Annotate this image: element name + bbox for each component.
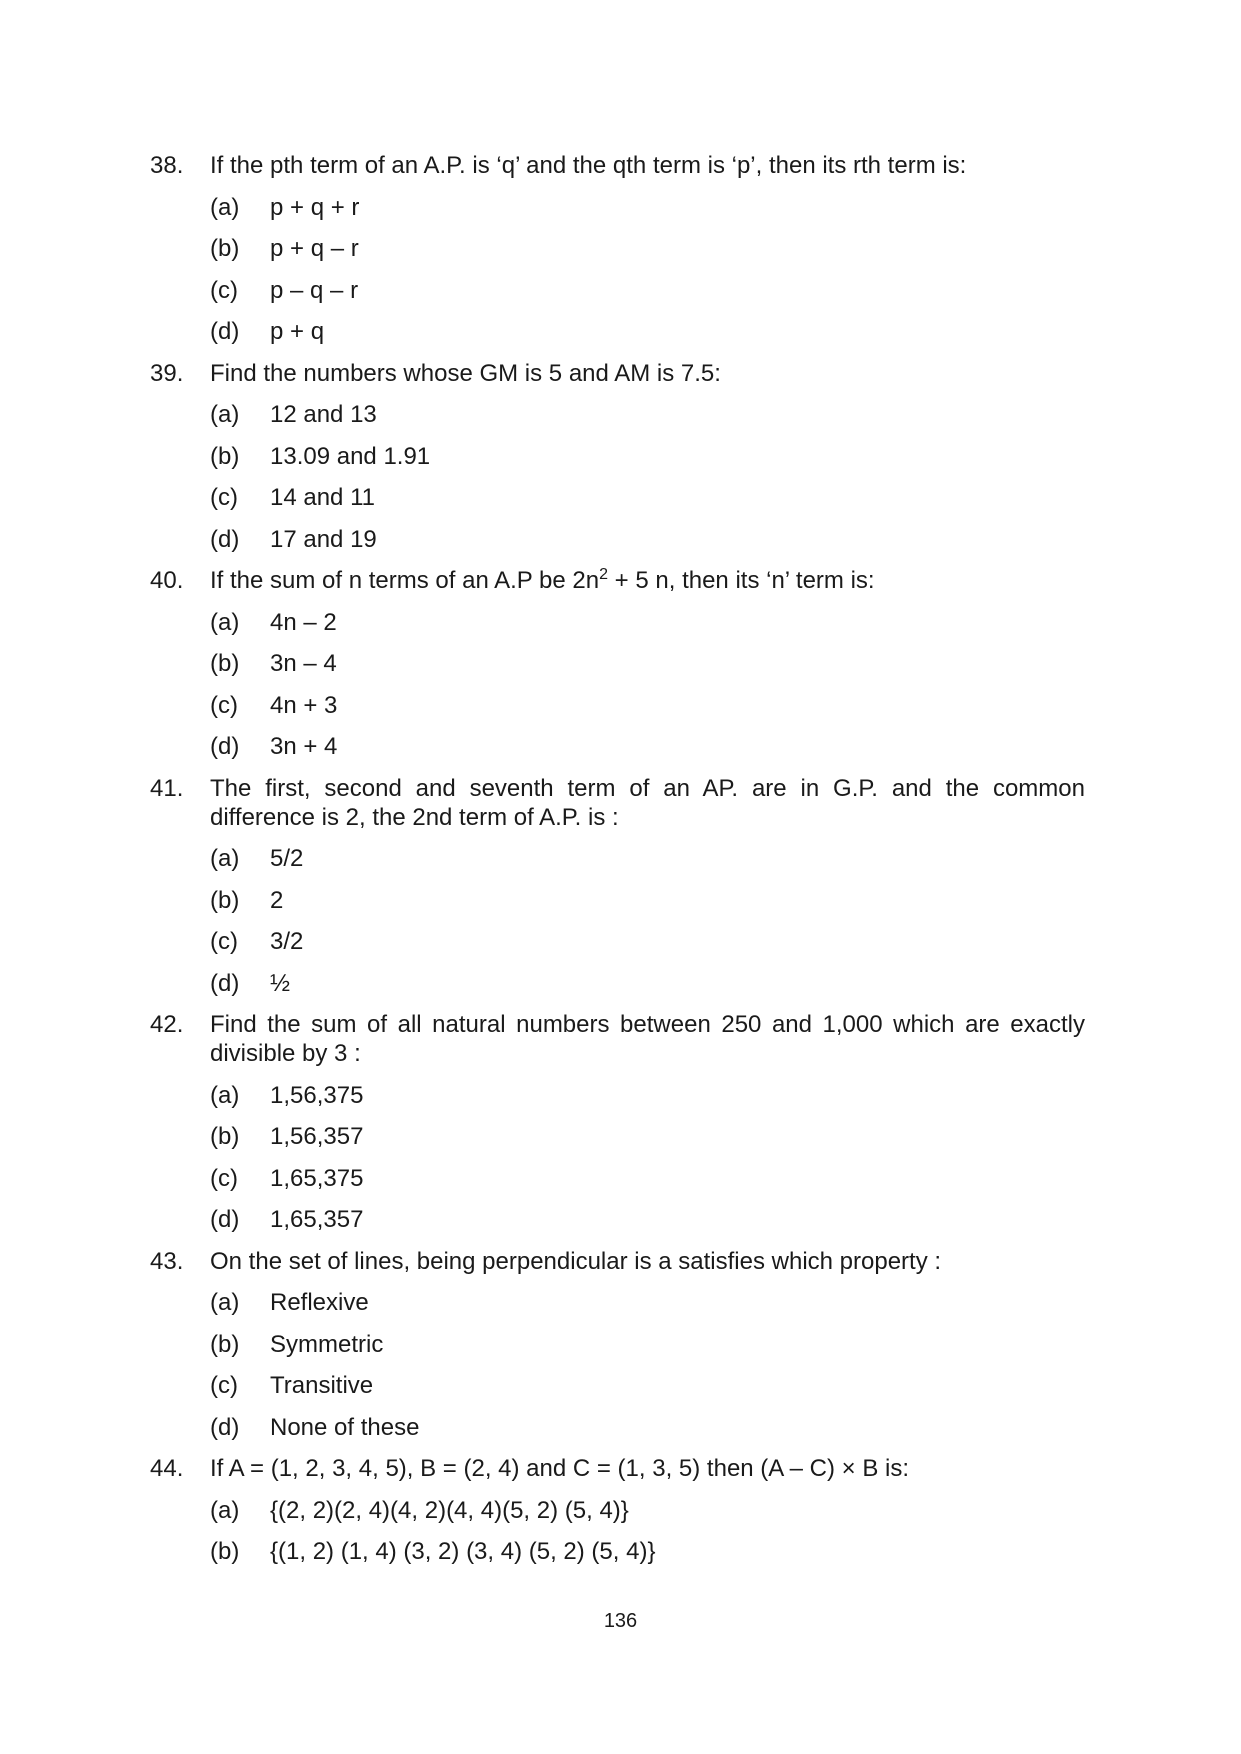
option-text: {(1, 2) (1, 4) (3, 2) (3, 4) (5, 2) (5, 4)}: [270, 1538, 656, 1565]
option-label: (b): [210, 1538, 240, 1565]
page-number: 136: [603, 1610, 638, 1632]
question-text: On the set of lines, being perpendicular is a satisfies which property :: [210, 1247, 942, 1275]
option-text: 3n – 4: [270, 650, 337, 677]
option-text: p + q + r: [270, 193, 360, 221]
option-label: (a): [210, 401, 240, 428]
question-list: [150, 151, 1085, 1566]
option-text: p – q – r: [270, 276, 359, 304]
option-text: Transitive: [270, 1372, 374, 1399]
option-b: [210, 1330, 1085, 1359]
question-40: [150, 566, 1085, 761]
option-label: (b): [210, 235, 240, 262]
option-label: (b): [210, 650, 240, 677]
option-a: [210, 400, 1085, 429]
option-text: ½: [270, 969, 291, 997]
option-d: [210, 317, 1085, 346]
option-a: [210, 1496, 1085, 1525]
option-text: 1,56,357: [270, 1123, 364, 1150]
option-text: 1,65,357: [270, 1206, 364, 1233]
option-label: (a): [210, 1081, 240, 1109]
option-text: Reflexive: [270, 1289, 369, 1316]
option-d: [210, 1413, 1085, 1442]
option-c: [210, 1164, 1085, 1193]
option-text: 17 and 19: [270, 525, 377, 553]
option-text: 1,65,375: [270, 1164, 364, 1192]
option-b: [210, 1537, 1085, 1566]
option-label: (d): [210, 733, 240, 760]
question-number: 42.: [150, 1011, 184, 1038]
option-b: [210, 234, 1085, 263]
option-c: [210, 691, 1085, 720]
option-a: [210, 1288, 1085, 1317]
question-number: 43.: [150, 1247, 184, 1275]
option-b: [210, 1122, 1085, 1151]
question-43: [150, 1247, 1085, 1442]
option-label: (c): [210, 928, 238, 955]
option-b: [210, 886, 1085, 915]
option-label: (a): [210, 1496, 240, 1524]
option-text: None of these: [270, 1413, 420, 1441]
option-text: 13.09 and 1.91: [270, 442, 431, 470]
option-label: (d): [210, 318, 240, 345]
option-label: (d): [210, 969, 240, 997]
question-42: [150, 1010, 1085, 1234]
option-text: 4n + 3: [270, 691, 338, 719]
option-c: [210, 927, 1085, 956]
option-label: (a): [210, 1289, 240, 1316]
question-38: [150, 151, 1085, 346]
question-number: 40.: [150, 567, 184, 594]
option-label: (a): [210, 608, 240, 636]
option-text: 5/2: [270, 845, 304, 872]
question-text: [210, 566, 1085, 595]
option-text: {(2, 2)(2, 4)(4, 2)(4, 4)(5, 2) (5, 4)}: [270, 1496, 629, 1524]
question-number: 38.: [150, 152, 184, 179]
question-text: Find the sum of all natural numbers between 250 and 1,000 which are exactly divisible by 3 :: [210, 1011, 1085, 1067]
option-text: Symmetric: [270, 1330, 384, 1358]
option-c: [210, 483, 1085, 512]
option-label: (d): [210, 1206, 240, 1233]
option-b: [210, 649, 1085, 678]
option-b: [210, 442, 1085, 471]
question-41: [150, 774, 1085, 998]
option-text: 4n – 2: [270, 608, 337, 636]
option-text: 3/2: [270, 928, 304, 955]
question-text: If the pth term of an A.P. is ‘q’ and the qth term is ‘p’, then its rth term is:: [210, 152, 967, 179]
question-text: The first, second and seventh term of an AP. are in G.P. and the common difference is 2, the 2nd term of A.P. is :: [210, 774, 1085, 831]
option-label: (b): [210, 1123, 240, 1150]
question-text: Find the numbers whose GM is 5 and AM is 7.5:: [210, 359, 721, 387]
question-number: 41.: [150, 774, 184, 802]
option-a: [210, 1081, 1085, 1110]
option-d: [210, 732, 1085, 761]
option-text: 1,56,375: [270, 1081, 364, 1109]
option-label: (a): [210, 193, 240, 221]
question-text-after: + 5 n, then its ‘n’ term is:: [608, 567, 875, 594]
question-44: [150, 1454, 1085, 1566]
question-39: [150, 359, 1085, 554]
option-label: (c): [210, 1372, 238, 1399]
option-text: p + q: [270, 318, 325, 345]
question-number: 39.: [150, 359, 184, 387]
question-text-before: If the sum of n terms of an A.P be 2n: [210, 567, 600, 594]
option-text: p + q – r: [270, 235, 359, 262]
option-d: [210, 525, 1085, 554]
option-text: 14 and 11: [270, 484, 375, 511]
option-label: (c): [210, 691, 238, 719]
option-label: (b): [210, 442, 240, 470]
option-label: (b): [210, 886, 240, 914]
option-label: (d): [210, 525, 240, 553]
option-c: [210, 1371, 1085, 1400]
superscript: 2: [599, 566, 609, 583]
option-a: [210, 844, 1085, 873]
option-label: (d): [210, 1413, 240, 1441]
question-number: 44.: [150, 1455, 184, 1482]
option-text: 2: [270, 886, 284, 914]
option-a: [210, 608, 1085, 637]
option-label: (a): [210, 845, 240, 872]
option-label: (c): [210, 484, 238, 511]
option-text: 12 and 13: [270, 401, 377, 428]
option-d: [210, 1205, 1085, 1234]
option-label: (c): [210, 1164, 238, 1192]
option-d: [210, 969, 1085, 998]
option-text: 3n + 4: [270, 733, 338, 760]
option-c: [210, 276, 1085, 305]
option-a: [210, 193, 1085, 222]
option-label: (c): [210, 276, 238, 304]
option-label: (b): [210, 1330, 240, 1358]
question-text: If A = (1, 2, 3, 4, 5), B = (2, 4) and C = (1, 3, 5) then (A – C) × B is:: [210, 1455, 910, 1482]
